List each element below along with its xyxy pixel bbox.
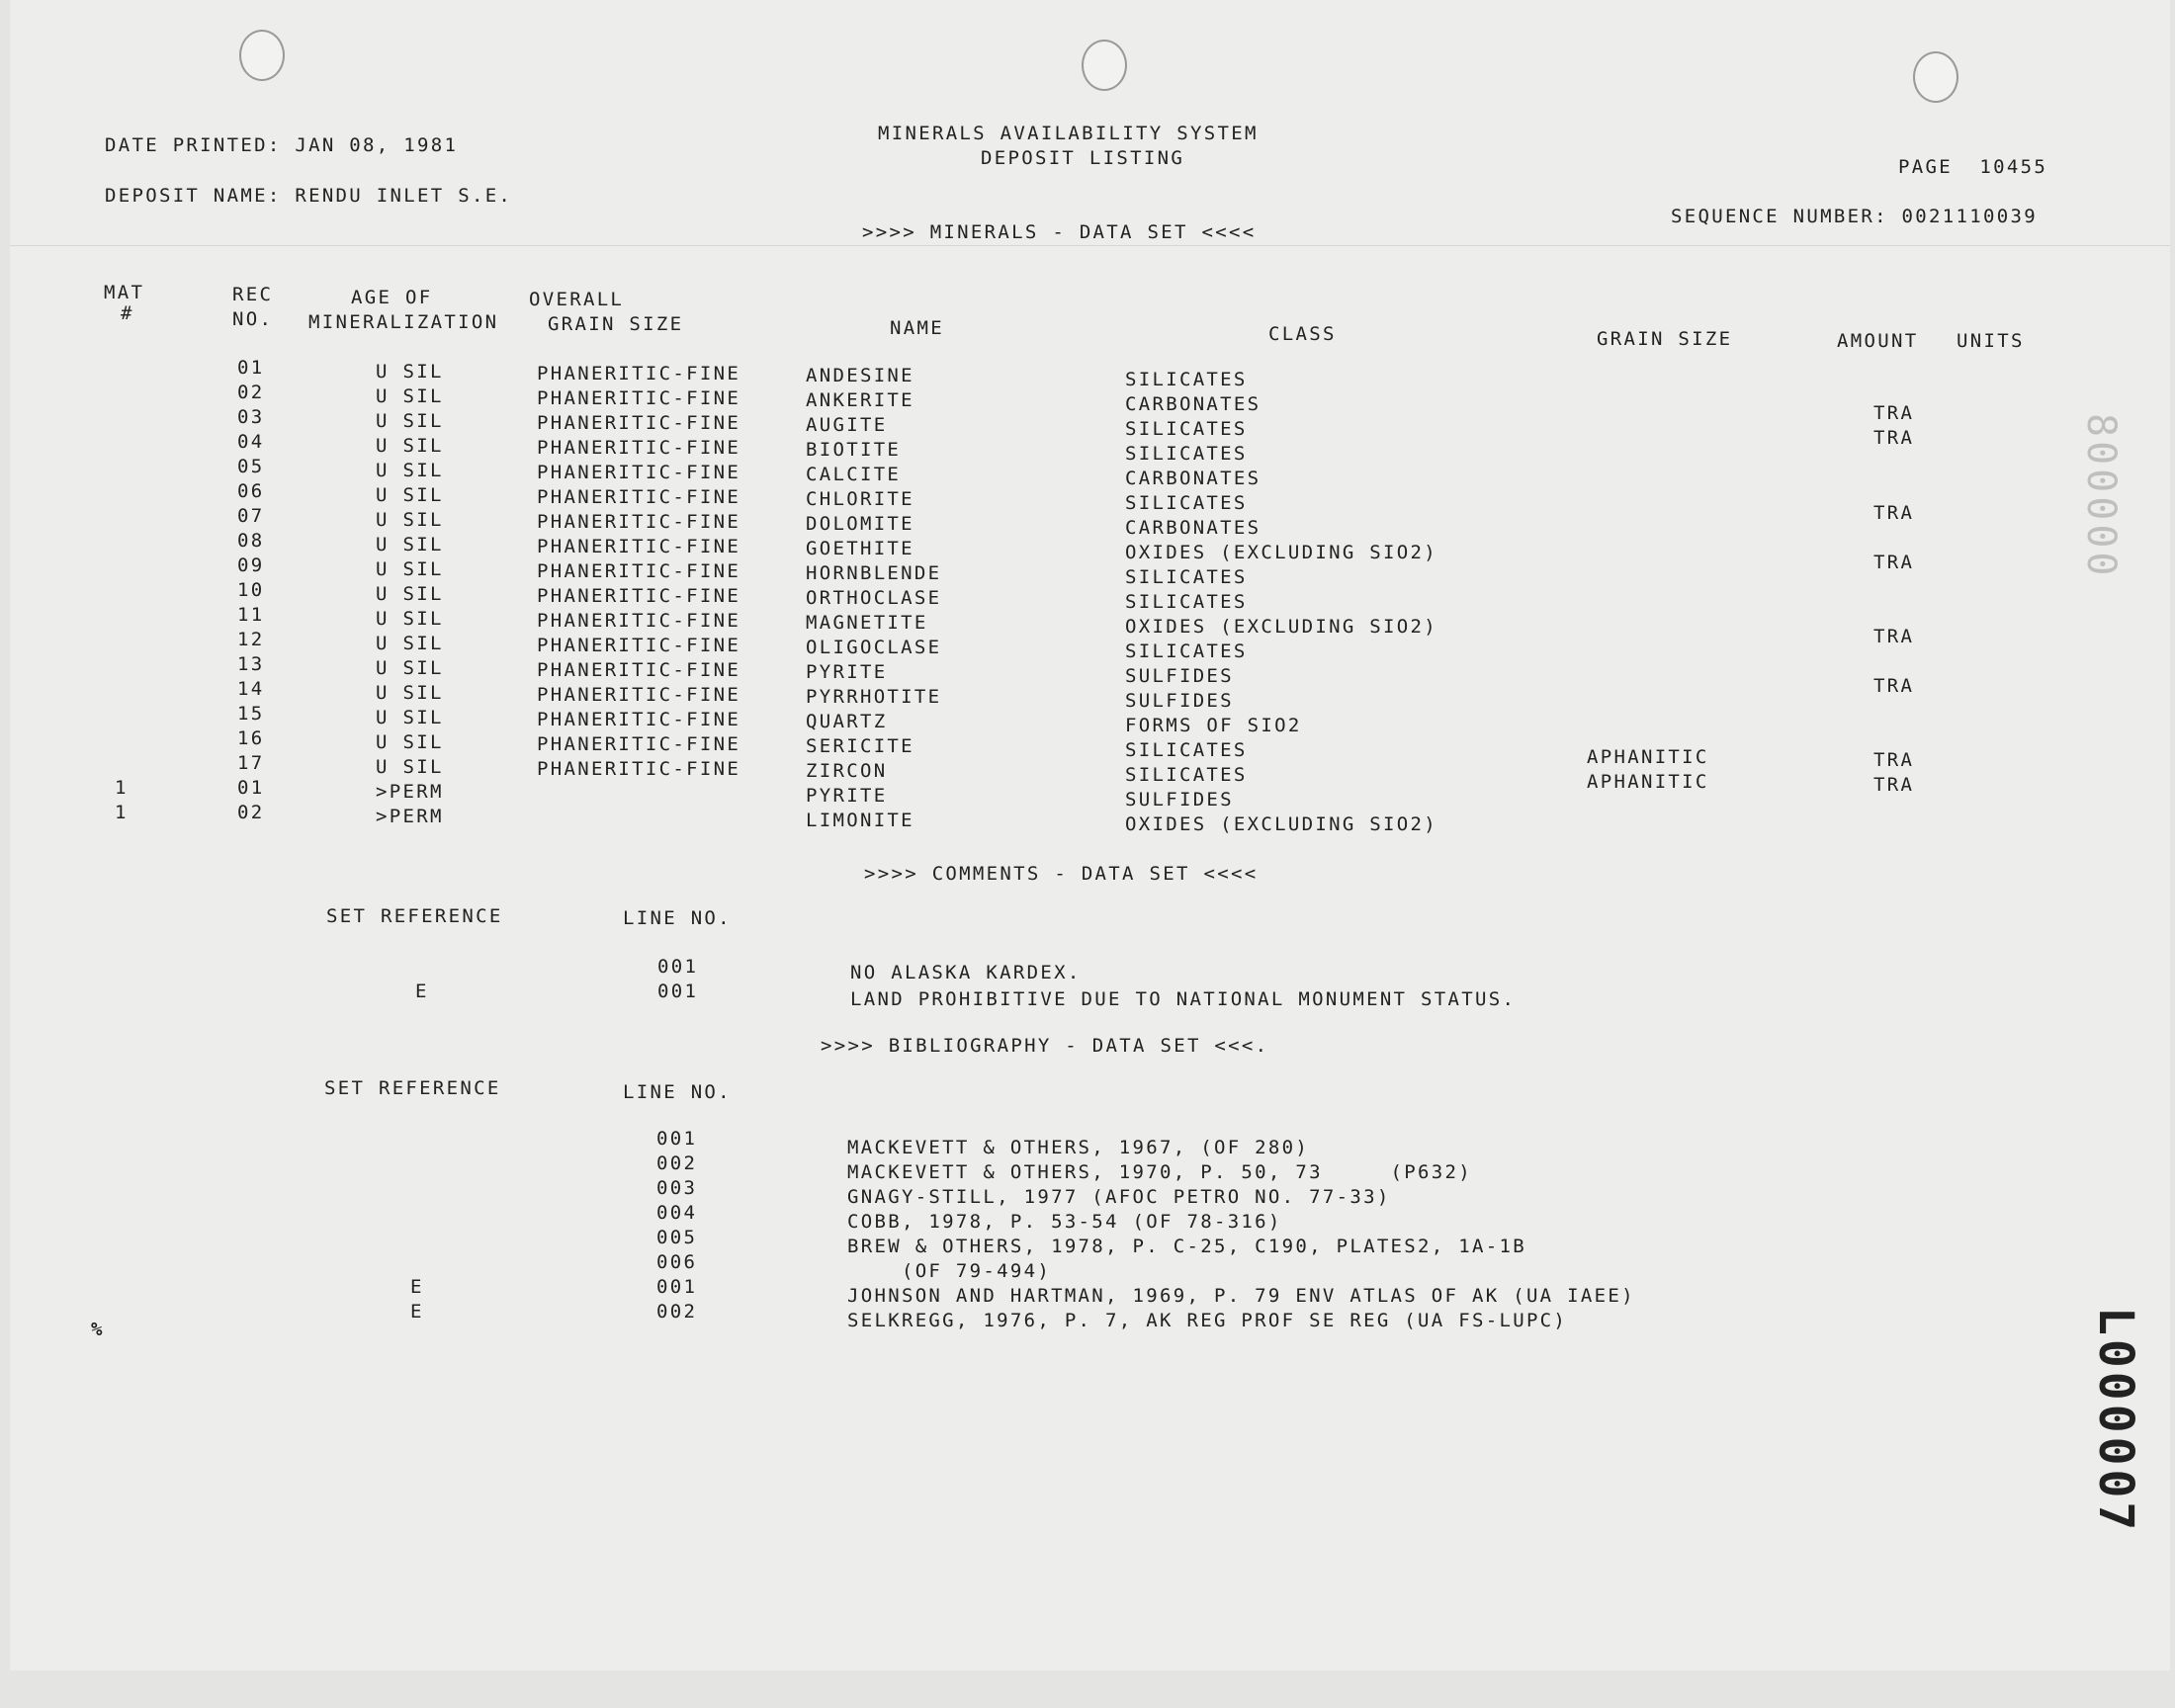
amount-cell: TRA (1873, 552, 1915, 573)
comment-text: NO ALASKA KARDEX. (850, 962, 1082, 983)
mineral-name-cell: DOLOMITE (806, 513, 914, 535)
rec-cell: 12 (237, 629, 265, 650)
col-grain-size: GRAIN SIZE (1597, 328, 1733, 350)
overall-grain-cell: PHANERITIC-FINE (537, 511, 741, 533)
bibliography-entry: MACKEVETT & OTHERS, 1970, P. 50, 73 (P632) (847, 1161, 1472, 1183)
rec-cell: 04 (237, 431, 265, 453)
age-column (376, 360, 444, 829)
col-mat: MAT (104, 282, 145, 303)
bibliography-line-no: 001 (656, 1128, 698, 1150)
rec-cell: 03 (237, 406, 265, 428)
comments-section-title: >>>> COMMENTS - DATA SET <<<< (864, 863, 1259, 885)
mineral-name-cell: CHLORITE (806, 488, 914, 510)
fold-line (10, 245, 2170, 246)
age-cell: U SIL (376, 657, 444, 679)
minerals-section-title: >>>> MINERALS - DATA SET <<<< (862, 221, 1257, 243)
comment-line-no: 001 (657, 981, 699, 1002)
mineral-name-cell: PYRITE (806, 785, 888, 807)
class-cell: SILICATES (1125, 369, 1248, 390)
class-cell: SILICATES (1125, 492, 1248, 514)
overall-grain-cell: PHANERITIC-FINE (537, 560, 741, 582)
age-cell: U SIL (376, 509, 444, 531)
overall-grain-cell: PHANERITIC-FINE (537, 412, 741, 434)
printout-sheet (10, 0, 2170, 1670)
age-cell: U SIL (376, 558, 444, 580)
age-cell: U SIL (376, 361, 444, 383)
bibliography-entry: SELKREGG, 1976, P. 7, AK REG PROF SE REG (UA FS-LUPC) (847, 1310, 1568, 1331)
bibliography-entry: (OF 79-494) (847, 1260, 1052, 1282)
bibliography-entry: JOHNSON AND HARTMAN, 1969, P. 79 ENV ATLAS OF AK (UA IAEE) (847, 1285, 1635, 1307)
mineral-name-cell: PYRRHOTITE (806, 686, 942, 708)
age-cell: U SIL (376, 682, 444, 704)
class-cell: CARBONATES (1125, 468, 1262, 489)
overall-grain-cell: PHANERITIC-FINE (537, 462, 741, 483)
overall-grain-cell: PHANERITIC-FINE (537, 635, 741, 656)
punch-hole (1082, 40, 1127, 91)
class-cell: SULFIDES (1125, 690, 1234, 712)
col-amount: AMOUNT (1837, 330, 1919, 352)
col-rec: NO. (232, 308, 274, 330)
bibliography-line-no: 006 (656, 1251, 698, 1273)
class-cell: SILICATES (1125, 764, 1248, 786)
grain-size-cell: APHANITIC (1587, 771, 1709, 793)
age-cell: U SIL (376, 460, 444, 481)
class-cell: SILICATES (1125, 418, 1248, 440)
mineral-name-cell: MAGNETITE (806, 612, 928, 634)
age-cell: U SIL (376, 534, 444, 555)
col-age: MINERALIZATION (308, 311, 499, 333)
rec-cell: 05 (237, 456, 265, 477)
col-rec: REC (232, 284, 274, 305)
percent-mark: % (91, 1319, 105, 1340)
bibliography-set-reference: E (410, 1301, 424, 1323)
bibliography-line-no: 002 (656, 1301, 698, 1323)
class-column (1125, 368, 1437, 837)
rec-cell: 01 (237, 777, 265, 799)
mineral-name-cell: AUGITE (806, 414, 888, 436)
mineral-name-cell: ORTHOCLASE (806, 587, 942, 609)
rec-cell: 02 (237, 802, 265, 823)
bibliography-line-no-header: LINE NO. (623, 1081, 732, 1103)
deposit-name: DEPOSIT NAME: RENDU INLET S.E. (105, 185, 513, 207)
mineral-name-cell: BIOTITE (806, 439, 902, 461)
class-cell: SULFIDES (1125, 789, 1234, 811)
class-cell: OXIDES (EXCLUDING SIO2) (1125, 542, 1437, 563)
mineral-name-cell: GOETHITE (806, 538, 914, 559)
punch-hole (1913, 51, 1958, 103)
amount-cell: TRA (1873, 675, 1915, 697)
comment-set-reference: E (415, 981, 429, 1002)
amount-cell: TRA (1873, 774, 1915, 796)
class-cell: OXIDES (EXCLUDING SIO2) (1125, 616, 1437, 638)
overall-grain-cell: PHANERITIC-FINE (537, 585, 741, 607)
mineral-name-cell: ZIRCON (806, 760, 888, 782)
amount-cell: TRA (1873, 427, 1915, 449)
col-name: NAME (890, 317, 944, 339)
mineral-name-cell: QUARTZ (806, 711, 888, 732)
mineral-name-cell: PYRITE (806, 661, 888, 683)
grain-size-column (1587, 745, 1709, 795)
comments-line-no-header: LINE NO. (623, 907, 732, 929)
col-age: AGE OF (351, 287, 433, 308)
age-cell: U SIL (376, 385, 444, 407)
mineral-name-cell: OLIGOCLASE (806, 637, 942, 658)
age-cell: >PERM (376, 781, 444, 803)
class-cell: SILICATES (1125, 739, 1248, 761)
bibliography-text-column (847, 1136, 1635, 1333)
mineral-name-cell: LIMONITE (806, 810, 914, 831)
age-cell: U SIL (376, 756, 444, 778)
mineral-name-cell: CALCITE (806, 464, 902, 485)
class-cell: SILICATES (1125, 443, 1248, 465)
class-cell: SULFIDES (1125, 665, 1234, 687)
bibliography-line-no: 001 (656, 1276, 698, 1298)
class-cell: CARBONATES (1125, 517, 1262, 539)
rec-column (237, 356, 264, 825)
bibliography-line-column (656, 1127, 697, 1324)
mineral-name-cell: HORNBLENDE (806, 562, 942, 584)
class-cell: CARBONATES (1125, 393, 1262, 415)
bibliography-line-no: 004 (656, 1202, 698, 1224)
bibliography-line-no: 005 (656, 1227, 698, 1248)
system-title: MINERALS AVAILABILITY SYSTEM (878, 123, 1259, 144)
overall-grain-cell: PHANERITIC-FINE (537, 363, 741, 384)
age-cell: U SIL (376, 608, 444, 630)
age-cell: U SIL (376, 435, 444, 457)
amount-cell: TRA (1873, 502, 1915, 524)
bibliography-set-reference: E (410, 1276, 424, 1298)
rec-cell: 14 (237, 678, 265, 700)
amount-cell: TRA (1873, 402, 1915, 424)
amount-cell: TRA (1873, 626, 1915, 647)
rec-cell: 01 (237, 357, 265, 379)
class-cell: OXIDES (EXCLUDING SIO2) (1125, 813, 1437, 835)
rec-cell: 02 (237, 382, 265, 403)
rec-cell: 10 (237, 579, 265, 601)
date-printed: DATE PRINTED: JAN 08, 1981 (105, 134, 459, 156)
class-cell: FORMS OF SIO2 (1125, 715, 1302, 736)
rec-cell: 07 (237, 505, 265, 527)
age-cell: U SIL (376, 484, 444, 506)
age-cell: U SIL (376, 633, 444, 654)
overall-grain-cell: PHANERITIC-FINE (537, 659, 741, 681)
rec-cell: 08 (237, 530, 265, 552)
rec-cell: 09 (237, 555, 265, 576)
amount-column (1873, 401, 1914, 451)
rec-cell: 15 (237, 703, 265, 725)
overall-grain-cell: PHANERITIC-FINE (537, 684, 741, 706)
bibliography-entry: COBB, 1978, P. 53-54 (OF 78-316) (847, 1211, 1282, 1233)
bibliography-line-no: 003 (656, 1177, 698, 1199)
bibliography-entry: MACKEVETT & OTHERS, 1967, (OF 280) (847, 1137, 1310, 1158)
age-cell: >PERM (376, 806, 444, 827)
bibliography-entry: BREW & OTHERS, 1978, P. C-25, C190, PLATES2, 1A-1B (847, 1236, 1526, 1257)
amount-cell: TRA (1873, 749, 1915, 771)
col-class: CLASS (1268, 323, 1337, 345)
col-units: UNITS (1957, 330, 2025, 352)
sequence-number: SEQUENCE NUMBER: 0021110039 (1671, 206, 2038, 227)
rec-cell: 13 (237, 653, 265, 675)
punch-hole (239, 30, 285, 81)
age-cell: U SIL (376, 583, 444, 605)
overall-grain-column (537, 362, 740, 782)
grain-size-cell: APHANITIC (1587, 746, 1709, 768)
overall-grain-cell: PHANERITIC-FINE (537, 758, 741, 780)
rec-cell: 17 (237, 752, 265, 774)
mat-cell: 1 (115, 777, 129, 799)
mat-column (115, 776, 129, 825)
mineral-name-column (806, 364, 941, 833)
class-cell: SILICATES (1125, 566, 1248, 588)
bibliography-ref-column (410, 1275, 424, 1324)
rec-cell: 11 (237, 604, 265, 626)
page-number: PAGE 10455 (1898, 156, 2048, 178)
bibliography-set-reference-header: SET REFERENCE (324, 1077, 501, 1099)
mineral-name-cell: SERICITE (806, 735, 914, 757)
comments-set-reference-header: SET REFERENCE (326, 905, 503, 927)
mat-cell: 1 (115, 802, 129, 823)
comment-text: LAND PROHIBITIVE DUE TO NATIONAL MONUMENT STATUS. (850, 988, 1517, 1010)
faint-sequence-stamp: 800000 (2078, 413, 2124, 580)
col-mat: # (121, 302, 134, 324)
overall-grain-cell: PHANERITIC-FINE (537, 437, 741, 459)
listing-title: DEPOSIT LISTING (981, 147, 1185, 169)
comment-line-no: 001 (657, 956, 699, 978)
rec-cell: 06 (237, 480, 265, 502)
overall-grain-cell: PHANERITIC-FINE (537, 536, 741, 557)
mineral-name-cell: ANDESINE (806, 365, 914, 386)
overall-grain-cell: PHANERITIC-FINE (537, 486, 741, 508)
col-overall-grain: OVERALL (529, 289, 625, 310)
rec-cell: 16 (237, 727, 265, 749)
overall-grain-cell: PHANERITIC-FINE (537, 733, 741, 755)
mineral-name-cell: ANKERITE (806, 389, 914, 411)
age-cell: U SIL (376, 731, 444, 753)
col-overall-grain: GRAIN SIZE (548, 313, 684, 335)
amount-column (1873, 748, 1914, 798)
bibliography-entry: GNAGY-STILL, 1977 (AFOC PETRO NO. 77-33) (847, 1186, 1391, 1208)
bibliography-line-no: 002 (656, 1153, 698, 1174)
age-cell: U SIL (376, 707, 444, 728)
class-cell: SILICATES (1125, 591, 1248, 613)
age-cell: U SIL (376, 410, 444, 432)
class-cell: SILICATES (1125, 640, 1248, 662)
bibliography-section-title: >>>> BIBLIOGRAPHY - DATA SET <<<. (821, 1035, 1269, 1057)
overall-grain-cell: PHANERITIC-FINE (537, 387, 741, 409)
overall-grain-cell: PHANERITIC-FINE (537, 610, 741, 632)
sequence-stamp: L000007 (2088, 1307, 2143, 1535)
overall-grain-cell: PHANERITIC-FINE (537, 709, 741, 730)
